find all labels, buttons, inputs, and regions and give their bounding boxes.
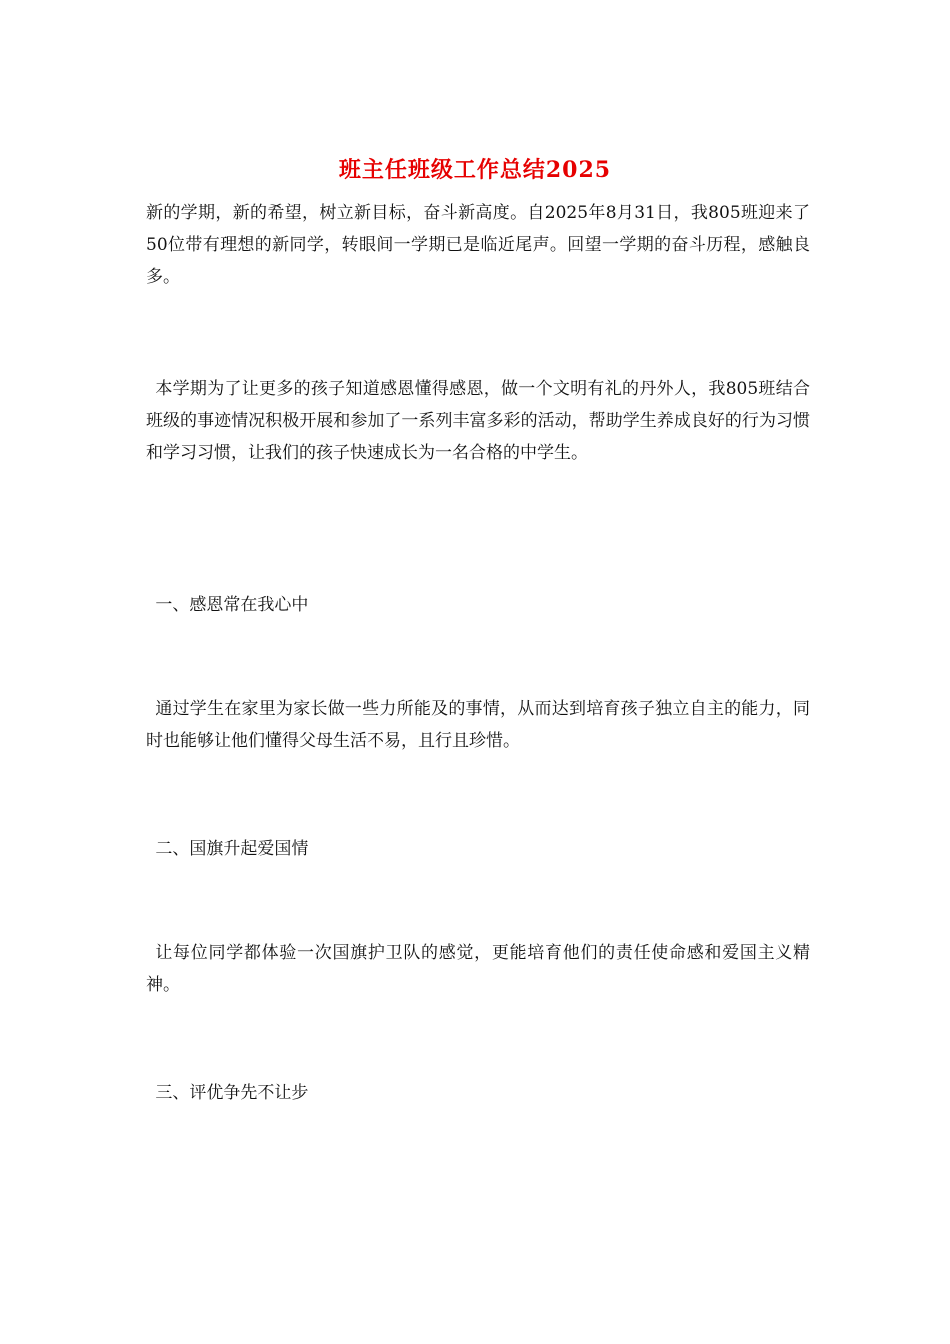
activities-paragraph: 本学期为了让更多的孩子知道感恩懂得感恩，做一个文明有礼的丹外人，我805班结合班级的事迹情况积极开展和参加了一系列丰富多彩的活动，帮助学生养成良好的行为习惯和学习习惯，让我们的孩子快速成长为一名合格的中学生。 (146, 379, 810, 463)
section-heading-flag: 二、国旗升起爱国情 (155, 839, 309, 859)
flag-paragraph: 让每位同学都体验一次国旗护卫队的感觉，更能培育他们的责任使命感和爱国主义精神。 (146, 943, 810, 995)
document-title: 班主任班级工作总结2025 (338, 157, 612, 183)
gratitude-paragraph: 通过学生在家里为家长做一些力所能及的事情，从而达到培育孩子独立自主的能力，同时也能够让他们懂得父母生活不易，且行且珍惜。 (146, 699, 810, 751)
section-heading-gratitude: 一、感恩常在我心中 (155, 595, 309, 615)
intro-paragraph: 新的学期，新的希望，树立新目标，奋斗新高度。自2025年8月31日，我805班迎来了50位带有理想的新同学，转眼间一学期已是临近尾声。回望一学期的奋斗历程，感触良多。 (146, 203, 810, 287)
section-heading-excellence: 三、评优争先不让步 (155, 1083, 309, 1103)
